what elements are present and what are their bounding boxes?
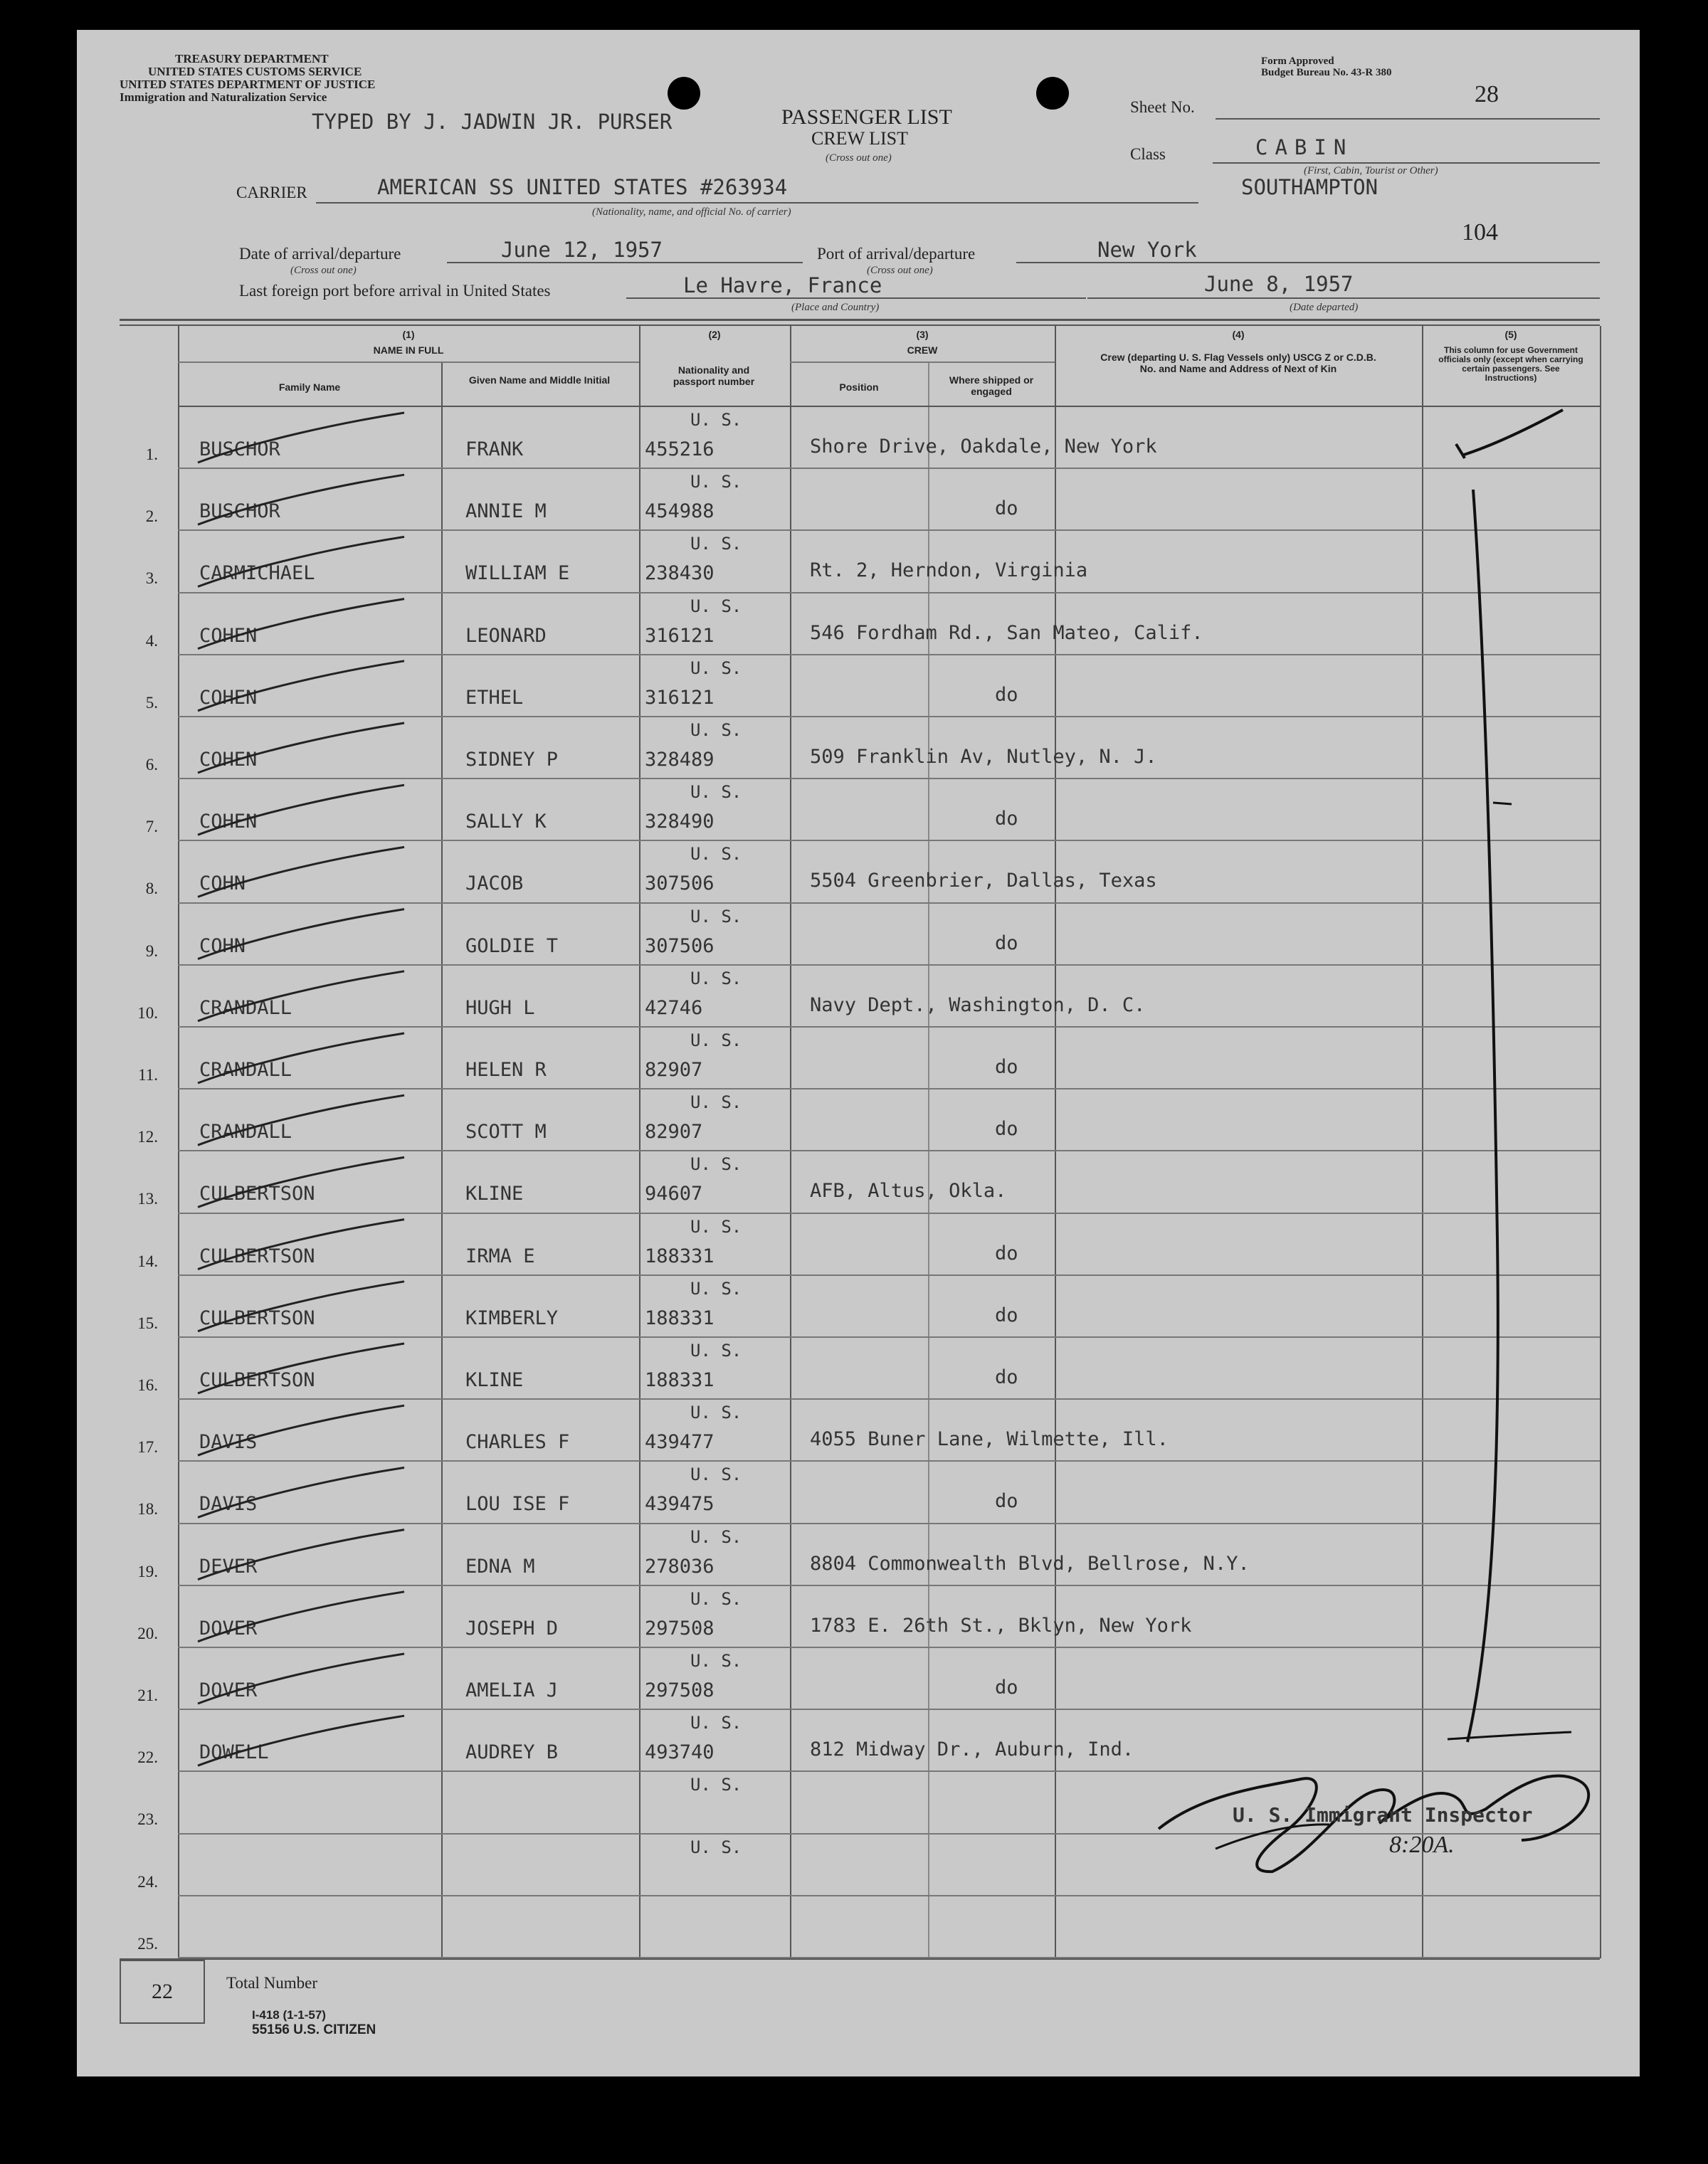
family-name: COHN <box>199 872 246 895</box>
row-number: 2. <box>145 507 158 526</box>
given-name: AMELIA J <box>465 1679 559 1701</box>
row-number: 14. <box>137 1252 158 1270</box>
check-mark-tick <box>1456 444 1465 458</box>
address: Shore Drive, Oakdale, New York <box>810 436 1157 458</box>
address: 1783 E. 26th St., Bklyn, New York <box>810 1614 1192 1637</box>
sheet-label: Sheet No. <box>1130 98 1195 116</box>
passport-number: 188331 <box>645 1369 715 1391</box>
given-name: EDNA M <box>465 1555 535 1578</box>
col3-shipped: Where shipped or engaged <box>949 374 1034 397</box>
arrival-date-value: June 12, 1957 <box>501 238 663 262</box>
family-name: CULBERTSON <box>199 1369 315 1391</box>
passport-number: 316121 <box>645 624 715 647</box>
passport-number: 328489 <box>645 749 715 771</box>
passport-number: 42746 <box>645 996 703 1019</box>
strike-mark <box>198 847 404 897</box>
row-number: 11. <box>138 1066 158 1084</box>
strike-mark <box>198 1654 404 1704</box>
strike-mark <box>198 1095 404 1145</box>
strike-marks <box>198 413 404 1765</box>
row-number: 15. <box>137 1314 158 1332</box>
strike-mark <box>198 1033 404 1083</box>
col4-title: Crew (departing U. S. Flag Vessels only) USCG Z or C.D.B. No. and Name and Address of Next of Kin <box>1100 352 1376 374</box>
strike-mark <box>198 1530 404 1580</box>
address: 4055 Buner Lane, Wilmette, Ill. <box>810 1428 1169 1451</box>
address: Navy Dept., Washington, D. C. <box>810 993 1146 1016</box>
passport-number: 439475 <box>645 1493 715 1516</box>
address: do <box>995 683 1018 706</box>
given-name: HELEN R <box>465 1059 547 1081</box>
col1-num: (1) <box>402 329 415 340</box>
passport-number: 316121 <box>645 686 715 709</box>
col3-num: (3) <box>916 329 929 340</box>
given-name: WILLIAM E <box>465 562 570 585</box>
nationality: U. S. <box>690 1154 742 1175</box>
col4-num: (4) <box>1232 329 1245 340</box>
col2-num: (2) <box>708 329 721 340</box>
strike-mark <box>198 1220 404 1270</box>
nationality: U. S. <box>690 906 742 927</box>
family-name: BUSCHOR <box>199 438 280 460</box>
list-title-crew: CREW LIST <box>811 128 909 149</box>
col5-num: (5) <box>1504 329 1517 340</box>
family-name: DOVER <box>199 1617 258 1640</box>
row-number: 6. <box>145 756 158 774</box>
class-note: (First, Cabin, Tourist or Other) <box>1304 165 1438 176</box>
address: Rt. 2, Herndon, Virginia <box>810 559 1088 582</box>
row-number: 9. <box>145 941 158 960</box>
strike-mark <box>198 1344 404 1393</box>
nationality: U. S. <box>690 1216 742 1237</box>
strike-mark <box>198 475 404 524</box>
nationality: U. S. <box>690 1526 742 1547</box>
typed-by: TYPED BY J. JADWIN JR. PURSER <box>312 110 673 134</box>
family-name: CRANDALL <box>199 996 292 1019</box>
passport-number: 94607 <box>645 1183 703 1205</box>
nationality: U. S. <box>690 720 742 740</box>
row-number: 23. <box>137 1810 158 1829</box>
passport-number: 188331 <box>645 1307 715 1329</box>
agency-line3: UNITED STATES DEPARTMENT OF JUSTICE <box>120 78 376 91</box>
nationality: U. S. <box>690 1341 742 1361</box>
departed-value: June 8, 1957 <box>1204 272 1354 296</box>
ditto-base <box>1448 1732 1571 1739</box>
nationality: U. S. <box>690 844 742 865</box>
strike-mark <box>198 785 404 835</box>
nationality: U. S. <box>690 782 742 803</box>
address: do <box>995 808 1018 830</box>
family-name: CULBERTSON <box>199 1245 315 1267</box>
stamp-number: 104 <box>1462 219 1498 246</box>
given-name: GOLDIE T <box>465 934 559 957</box>
ditto-line <box>1467 490 1498 1742</box>
row-number: 13. <box>137 1190 158 1208</box>
family-name: DEVER <box>199 1555 258 1578</box>
arrival-port-label: Port of arrival/departure <box>817 245 976 263</box>
strike-mark <box>198 1157 404 1207</box>
family-name: CULBERTSON <box>199 1183 315 1205</box>
col1-given: Given Name and Middle Initial <box>468 374 611 386</box>
nationality: U. S. <box>690 1713 742 1733</box>
row-number: 10. <box>137 1003 158 1022</box>
given-name: SIDNEY P <box>465 749 559 771</box>
family-name: COHEN <box>199 811 258 833</box>
strike-mark <box>198 1716 404 1765</box>
address: do <box>995 497 1018 520</box>
sheet-number: 28 <box>1475 81 1499 107</box>
address: 5504 Greenbrier, Dallas, Texas <box>810 870 1157 892</box>
family-name: COHN <box>199 934 246 957</box>
family-name: DAVIS <box>199 1493 258 1516</box>
nationality: U. S. <box>690 534 742 554</box>
passport-number: 297508 <box>645 1679 715 1701</box>
manifest-page <box>77 30 1640 2076</box>
nationality: U. S. <box>690 658 742 678</box>
address: 812 Midway Dr., Auburn, Ind. <box>810 1738 1134 1761</box>
total-value: 22 <box>152 1980 173 2003</box>
row-number: 12. <box>137 1128 158 1146</box>
family-name: CARMICHAEL <box>199 562 315 585</box>
carrier-label: CARRIER <box>236 184 307 201</box>
row-number: 8. <box>145 880 158 898</box>
col3-position: Position <box>839 381 879 393</box>
strike-mark <box>198 661 404 711</box>
given-name: IRMA E <box>465 1245 535 1267</box>
nationality: U. S. <box>690 1651 742 1671</box>
passport-number: 307506 <box>645 872 715 895</box>
strike-mark <box>198 909 404 959</box>
passport-number: 278036 <box>645 1555 715 1578</box>
address: AFB, Altus, Okla. <box>810 1180 1007 1203</box>
row-number: 18. <box>137 1500 158 1519</box>
nationality: U. S. <box>690 1837 742 1857</box>
passport-number: 307506 <box>645 934 715 957</box>
nationality: U. S. <box>690 596 742 616</box>
nationality: U. S. <box>690 1092 742 1113</box>
check-mark <box>1462 410 1563 455</box>
carrier-value: AMERICAN SS UNITED STATES #263934 <box>377 175 788 199</box>
family-name: COHEN <box>199 686 258 709</box>
given-name: CHARLES F <box>465 1431 570 1454</box>
row-number: 22. <box>137 1748 158 1767</box>
form-number: I-418 (1-1-57) <box>252 2008 326 2022</box>
col2-title: Nationality and passport number <box>673 364 755 387</box>
given-name: AUDREY B <box>465 1741 559 1764</box>
nationality: U. S. <box>690 472 742 492</box>
given-name: FRANK <box>465 438 524 460</box>
arrival-port-note: (Cross out one) <box>867 265 933 276</box>
agency-line4: Immigration and Naturalization Service <box>120 90 327 104</box>
arrival-date-note: (Cross out one) <box>290 265 357 276</box>
passport-number: 82907 <box>645 1059 703 1081</box>
arrival-date-label: Date of arrival/departure <box>239 245 401 263</box>
given-name: JACOB <box>465 872 524 895</box>
row-number: 7. <box>145 818 158 836</box>
family-name: COHEN <box>199 749 258 771</box>
given-name: KLINE <box>465 1369 524 1391</box>
nationality: U. S. <box>690 1775 742 1795</box>
inspector-time: 8:20A. <box>1389 1832 1455 1858</box>
given-name: ETHEL <box>465 686 524 709</box>
passport-number: 297508 <box>645 1617 715 1640</box>
address: do <box>995 1242 1018 1265</box>
handwritten-marks <box>77 30 1640 2076</box>
given-name: LOU ISE F <box>465 1493 570 1516</box>
given-name: ANNIE M <box>465 500 547 523</box>
strike-mark <box>198 723 404 773</box>
family-name: CULBERTSON <box>199 1307 315 1329</box>
nationality: U. S. <box>690 1278 742 1299</box>
class-port: SOUTHAMPTON <box>1241 175 1378 199</box>
footer-stamp: 55156 U.S. CITIZEN <box>252 2022 376 2037</box>
nationality: U. S. <box>690 1588 742 1609</box>
last-port-label: Last foreign port before arrival in United States <box>239 282 551 300</box>
address: do <box>995 1056 1018 1078</box>
strike-mark <box>198 1592 404 1642</box>
strike-mark <box>198 1282 404 1331</box>
row-number: 5. <box>145 693 158 712</box>
nationality: U. S. <box>690 1030 742 1050</box>
passport-number: 188331 <box>645 1245 715 1267</box>
passport-number: 455216 <box>645 438 715 460</box>
row-number: 20. <box>137 1624 158 1642</box>
given-name: KIMBERLY <box>465 1307 559 1329</box>
row-number: 4. <box>145 631 158 650</box>
strike-mark <box>198 599 404 649</box>
row-number: 21. <box>137 1687 158 1704</box>
row-number: 1. <box>145 445 158 463</box>
row-number: 3. <box>145 569 158 588</box>
family-name: CRANDALL <box>199 1121 292 1144</box>
passport-number: 493740 <box>645 1741 715 1764</box>
strike-mark <box>198 537 404 586</box>
address: do <box>995 1677 1018 1699</box>
col1-family: Family Name <box>278 381 341 393</box>
address: do <box>995 931 1018 954</box>
nationality: U. S. <box>690 968 742 988</box>
last-port-note: (Place and Country) <box>791 302 880 313</box>
family-name: CRANDALL <box>199 1059 292 1081</box>
agency-line1: TREASURY DEPARTMENT <box>175 52 329 65</box>
address: 546 Fordham Rd., San Mateo, Calif. <box>810 621 1203 644</box>
budget-bureau: Budget Bureau No. 43-R 380 <box>1261 67 1392 78</box>
agency-line2: UNITED STATES CUSTOMS SERVICE <box>148 65 362 78</box>
nationality: U. S. <box>690 1464 742 1485</box>
nationality: U. S. <box>690 410 742 430</box>
passport-number: 82907 <box>645 1121 703 1144</box>
nationality: U. S. <box>690 1403 742 1423</box>
class-value: CABIN <box>1255 135 1354 159</box>
col3-title: CREW <box>907 344 938 356</box>
list-title-note: (Cross out one) <box>826 152 892 164</box>
strike-mark <box>198 413 404 463</box>
passport-number: 328490 <box>645 811 715 833</box>
address: 8804 Commonwealth Blvd, Bellrose, N.Y. <box>810 1552 1250 1575</box>
row-number: 19. <box>137 1562 158 1580</box>
family-name: DOVER <box>199 1679 258 1701</box>
given-name: SALLY K <box>465 811 547 833</box>
signature-flourish <box>1216 1825 1329 1849</box>
carrier-note: (Nationality, name, and official No. of carrier) <box>592 206 791 218</box>
strike-mark <box>198 971 404 1021</box>
class-label: Class <box>1130 145 1166 163</box>
col5-title: This column for use Government officials only (except when carrying certain passengers. See Instructions) <box>1438 345 1583 383</box>
passport-number: 238430 <box>645 562 715 585</box>
given-name: JOSEPH D <box>465 1617 559 1640</box>
last-port-value: Le Havre, France <box>683 273 882 297</box>
departed-note: (Date departed) <box>1290 302 1359 313</box>
given-name: HUGH L <box>465 996 535 1019</box>
list-title-passenger: PASSENGER LIST <box>781 105 952 129</box>
strike-mark <box>198 1467 404 1517</box>
family-name: BUSCHOR <box>199 500 280 523</box>
passport-number: 439477 <box>645 1431 715 1454</box>
row-number: 24. <box>137 1872 158 1891</box>
address: do <box>995 1490 1018 1513</box>
total-label: Total Number <box>226 1974 318 1992</box>
given-name: KLINE <box>465 1183 524 1205</box>
given-name: LEONARD <box>465 624 547 647</box>
row-number: 17. <box>137 1438 158 1457</box>
family-name: DAVIS <box>199 1431 258 1454</box>
family-name: COHEN <box>199 624 258 647</box>
row-number: 16. <box>137 1376 158 1394</box>
passport-number: 454988 <box>645 500 715 523</box>
address: do <box>995 1118 1018 1141</box>
address: 509 Franklin Av, Nutley, N. J. <box>810 746 1157 768</box>
row-number: 25. <box>137 1934 158 1953</box>
address: do <box>995 1304 1018 1326</box>
arrival-port-value: New York <box>1097 238 1197 262</box>
strike-mark <box>198 1405 404 1455</box>
given-name: SCOTT M <box>465 1121 547 1144</box>
col1-title: NAME IN FULL <box>373 344 444 356</box>
ditto-tick <box>1493 803 1512 804</box>
family-name: DOWELL <box>199 1741 269 1764</box>
form-approved: Form Approved <box>1261 56 1334 67</box>
inspector-title: U. S. Immigrant Inspector <box>1233 1803 1533 1827</box>
address: do <box>995 1366 1018 1388</box>
